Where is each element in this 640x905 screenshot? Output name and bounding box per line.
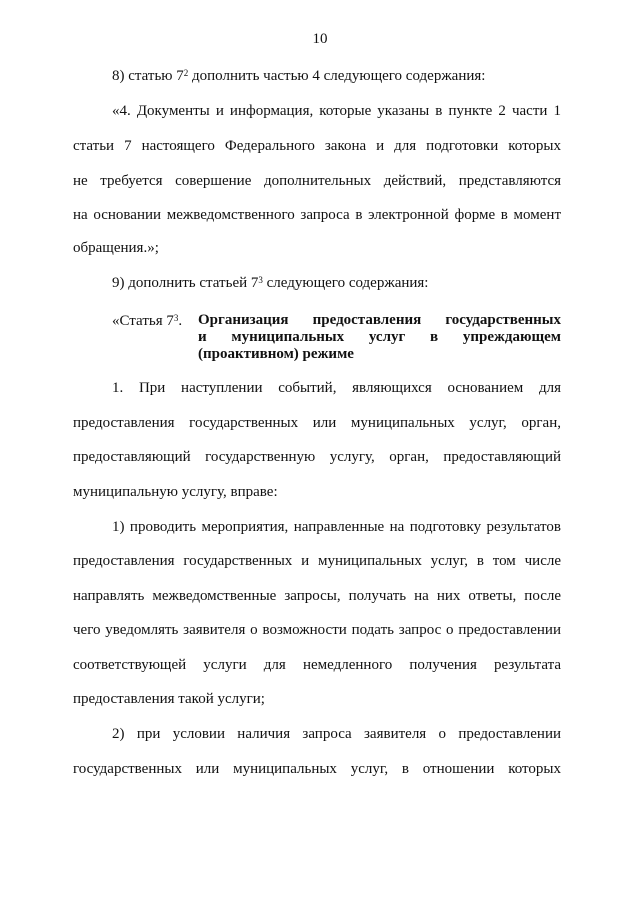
item-9-intro-text: 9) дополнить статьей 7 xyxy=(112,275,259,291)
item-9-intro-sup: 3 xyxy=(258,275,263,285)
paragraph-line: государственных или муниципальных услуг, в отношении которых xyxy=(73,761,561,777)
paragraph-line: направлять межведомственные запросы, получать на них ответы, после xyxy=(73,588,561,604)
paragraph-line: соответствующей услуги для немедленного получения результата xyxy=(73,657,561,673)
article-label-sup: 3 xyxy=(173,313,179,323)
paragraph-line: не требуется совершение дополнительных действий, представляются xyxy=(73,173,561,189)
paragraph-line: предоставления государственных и муниципальных услуг, в том числе xyxy=(73,553,561,569)
item-8-intro xyxy=(112,66,561,86)
item-8-intro-text: 8) статью 7 xyxy=(112,68,184,84)
paragraph-line: предоставления такой услуги; xyxy=(73,691,265,707)
article-title-line: (проактивном) режиме xyxy=(198,346,354,362)
paragraph-line: обращения.»; xyxy=(73,240,159,256)
article-label xyxy=(112,311,182,331)
paragraph-line: «4. Документы и информация, которые указаны в пункте 2 части 1 xyxy=(112,103,561,119)
item-8-intro-rest: дополнить частью 4 следующего содержания: xyxy=(188,68,486,84)
item-9-intro-rest: следующего содержания: xyxy=(262,275,429,291)
paragraph-line: на основании межведомственного запроса в электронной форме в момент xyxy=(73,207,561,223)
item-9-intro xyxy=(112,273,561,293)
item-8-intro-sup: 2 xyxy=(183,68,189,78)
article-title-line: Организация предоставления государственных xyxy=(198,312,561,328)
paragraph-line: 1) проводить мероприятия, направленные на подготовку результатов xyxy=(112,519,561,535)
paragraph-line: статьи 7 настоящего Федерального закона и для подготовки которых xyxy=(73,138,561,154)
paragraph-line: чего уведомлять заявителя о возможности подать запрос о предоставлении xyxy=(73,622,561,638)
article-label-dot: . xyxy=(178,313,183,329)
paragraph-line: 2) при условии наличия запроса заявителя о предоставлении xyxy=(112,726,561,742)
paragraph-line: предоставления государственных или муниципальных услуг, орган, xyxy=(73,415,561,431)
article-label-text: «Статья 7 xyxy=(112,313,174,329)
paragraph-line: муниципальную услугу, вправе: xyxy=(73,484,278,500)
page-number: 10 xyxy=(312,31,328,47)
paragraph-line: 1. При наступлении событий, являющихся основанием для xyxy=(112,380,561,396)
article-title-line: и муниципальных услуг в упреждающем xyxy=(198,329,561,345)
paragraph-line: предоставляющий государственную услугу, орган, предоставляющий xyxy=(73,449,561,465)
